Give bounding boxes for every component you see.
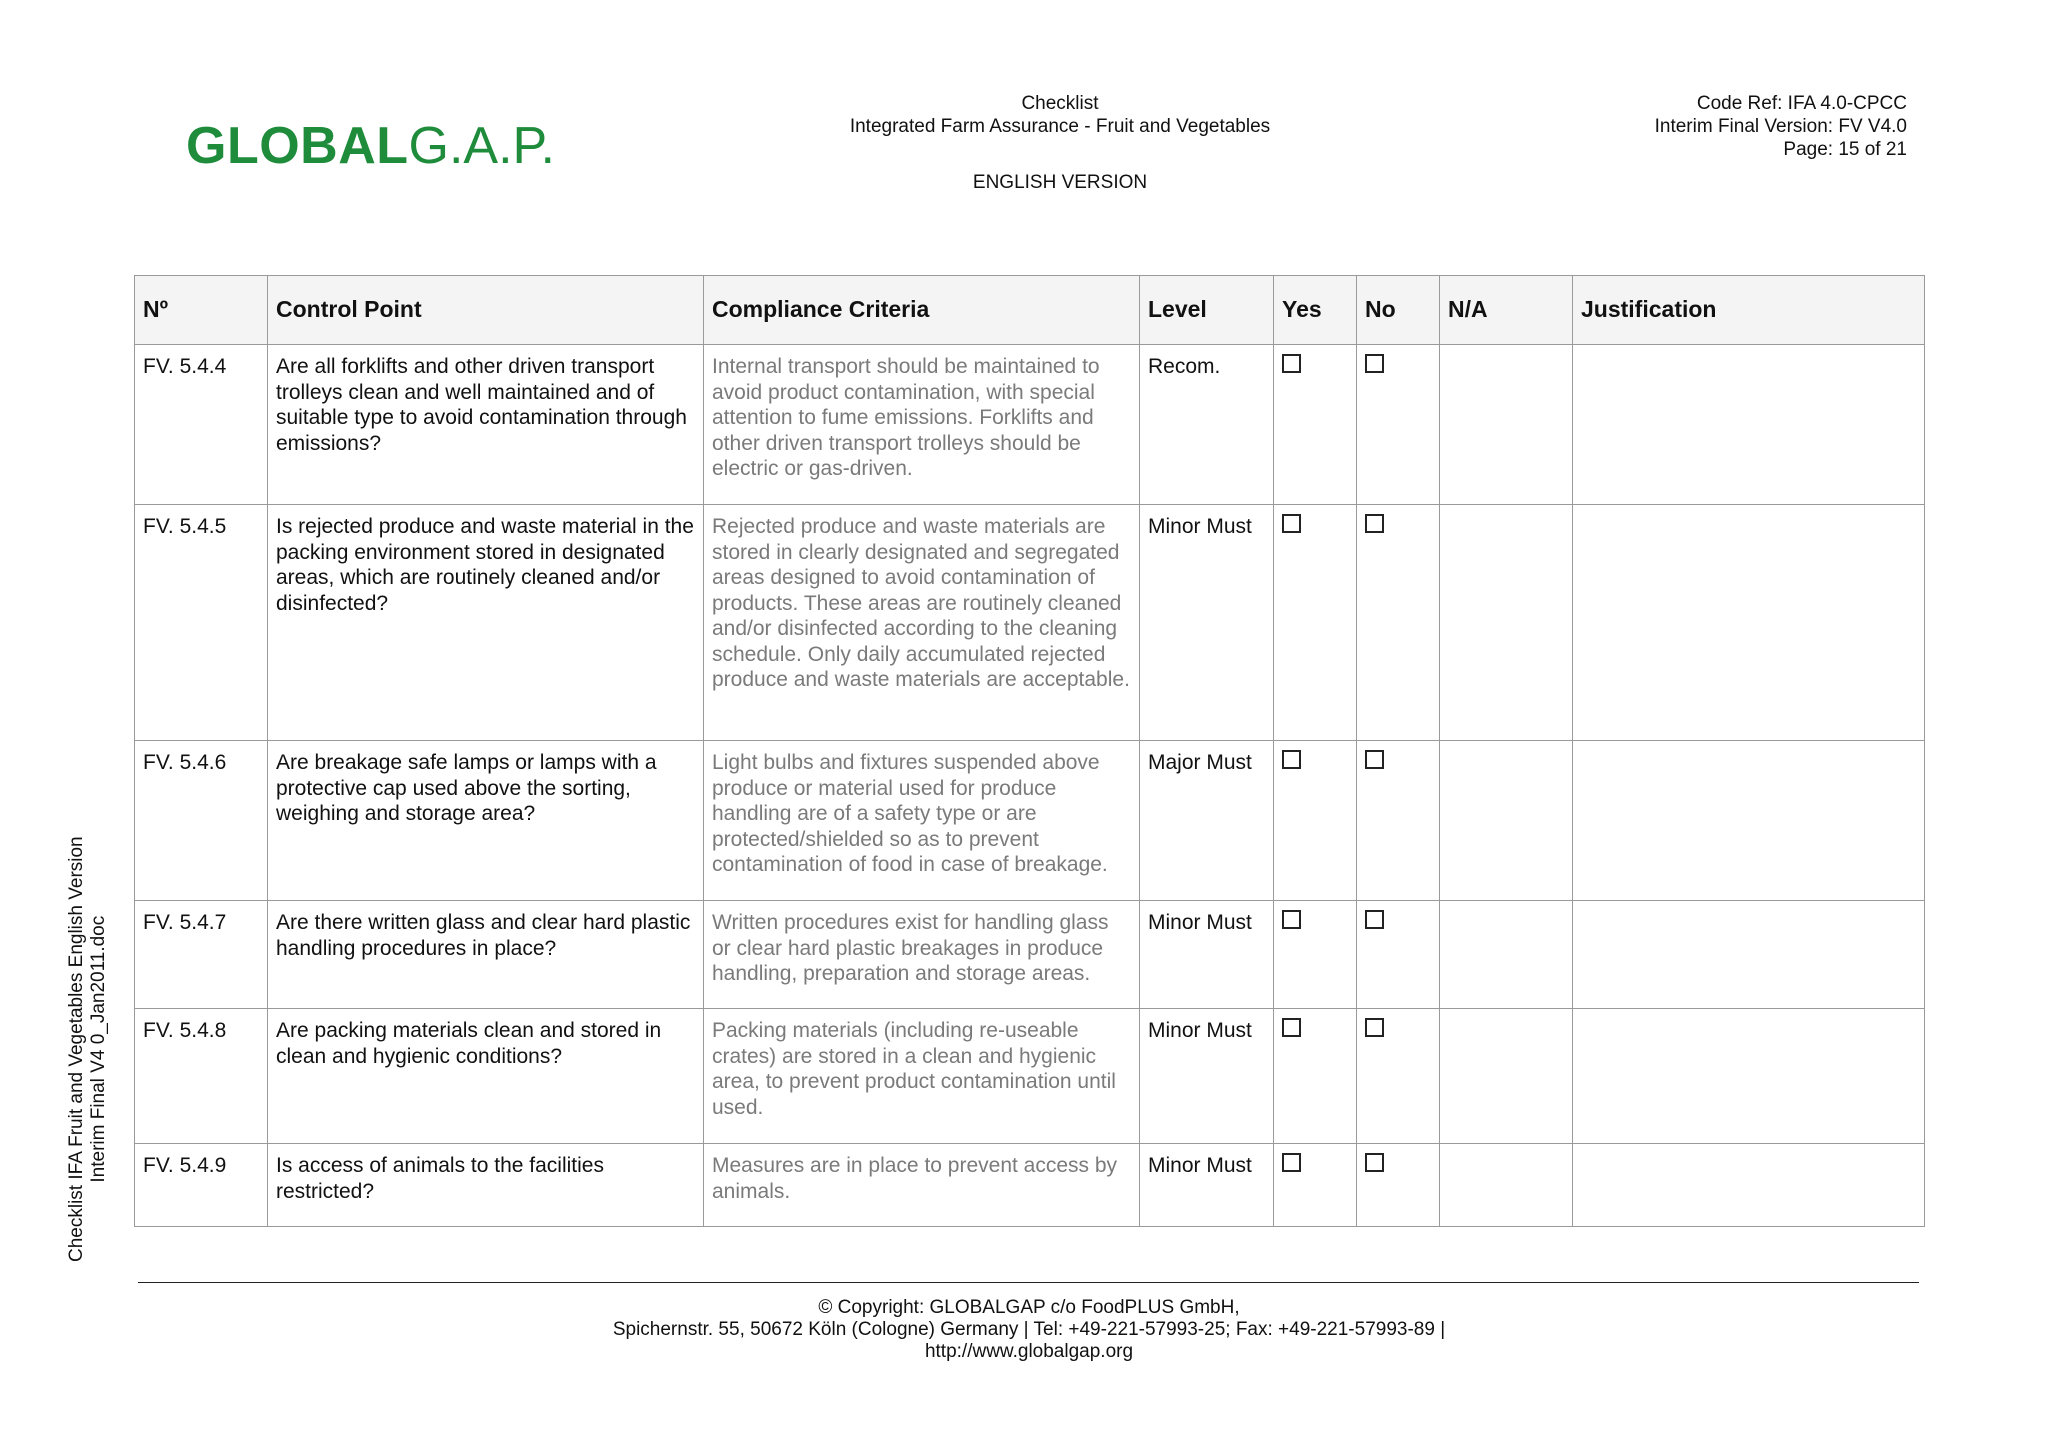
column-header-compliance-criteria: Compliance Criteria: [704, 276, 1140, 345]
justification-cell[interactable]: [1573, 505, 1925, 741]
row-number: FV. 5.4.5: [135, 505, 268, 741]
yes-cell: [1274, 741, 1357, 901]
column-header-justification: Justification: [1573, 276, 1925, 345]
row-number: FV. 5.4.8: [135, 1009, 268, 1144]
yes-cell: [1274, 345, 1357, 505]
table-row: [135, 505, 1925, 741]
na-cell[interactable]: [1440, 345, 1573, 505]
no-checkbox[interactable]: [1365, 910, 1384, 929]
no-cell: [1357, 505, 1440, 741]
compliance-criteria-text: Internal transport should be maintained to avoid product contamination, with special attention to fume emissions. Forklifts and other driven transport trolleys should be electric or gas-driven.: [704, 345, 1140, 505]
control-point-text: Are there written glass and clear hard plastic handling procedures in place?: [268, 901, 704, 1009]
side-file-label-line1: Checklist IFA Fruit and Vegetables English Version: [66, 836, 87, 1262]
no-checkbox[interactable]: [1365, 354, 1384, 373]
row-number: FV. 5.4.4: [135, 345, 268, 505]
document-reference-block: [1655, 92, 1907, 161]
compliance-criteria-text: Measures are in place to prevent access by animals.: [704, 1144, 1140, 1227]
yes-cell: [1274, 505, 1357, 741]
table-row: [135, 901, 1925, 1009]
control-point-text: Are all forklifts and other driven transport trolleys clean and well maintained and of suitable type to avoid contamination through emissions?: [268, 345, 704, 505]
column-header-level: Level: [1140, 276, 1274, 345]
no-cell: [1357, 1009, 1440, 1144]
control-point-text: Are packing materials clean and stored in clean and hygienic conditions?: [268, 1009, 704, 1144]
row-number: FV. 5.4.7: [135, 901, 268, 1009]
code-ref: Code Ref: IFA 4.0-CPCC: [1696, 93, 1907, 114]
column-header-control-point: Control Point: [268, 276, 704, 345]
table-row: [135, 1144, 1925, 1227]
version-label: Interim Final Version: FV V4.0: [1654, 116, 1907, 137]
footer-website-link[interactable]: http://www.globalgap.org: [924, 1341, 1134, 1362]
page-number: Page: 15 of 21: [1783, 139, 1907, 160]
no-cell: [1357, 901, 1440, 1009]
table-row: [135, 741, 1925, 901]
document-title: Integrated Farm Assurance - Fruit and Vegetables: [849, 116, 1271, 137]
table-row: [135, 1009, 1925, 1144]
footer-address: Spichernstr. 55, 50672 Köln (Cologne) Germany | Tel: +49-221-57993-25; Fax: +49-221-57993-89 |: [612, 1319, 1446, 1340]
table-header-row: [135, 276, 1925, 345]
compliance-criteria-text: Rejected produce and waste materials are stored in clearly designated and segregated areas designed to avoid contamination of products. These areas are routinely cleaned and/or disinfected according to the cleaning schedule. Only daily accumulated rejected produce and waste materials are acceptable.: [704, 505, 1140, 741]
compliance-criteria-text: Light bulbs and fixtures suspended above produce or material used for produce handling are of a safety type or are protected/shielded so as to prevent contamination of food in case of breakage.: [704, 741, 1140, 901]
na-cell[interactable]: [1440, 1144, 1573, 1227]
no-checkbox[interactable]: [1365, 1018, 1384, 1037]
justification-cell[interactable]: [1573, 901, 1925, 1009]
yes-checkbox[interactable]: [1282, 750, 1301, 769]
no-cell: [1357, 741, 1440, 901]
no-cell: [1357, 1144, 1440, 1227]
no-cell: [1357, 345, 1440, 505]
compliance-criteria-text: Written procedures exist for handling glass or clear hard plastic breakages in produce handling, preparation and storage areas.: [704, 901, 1140, 1009]
no-checkbox[interactable]: [1365, 514, 1384, 533]
column-header-no-answer: No: [1357, 276, 1440, 345]
logo-light-text: G.A.P.: [408, 117, 555, 175]
yes-checkbox[interactable]: [1282, 1153, 1301, 1172]
column-header-yes: Yes: [1274, 276, 1357, 345]
control-point-text: Is rejected produce and waste material in the packing environment stored in designated areas, which are routinely cleaned and/or disinfected?: [268, 505, 704, 741]
no-checkbox[interactable]: [1365, 750, 1384, 769]
na-cell[interactable]: [1440, 741, 1573, 901]
row-number: FV. 5.4.9: [135, 1144, 268, 1227]
yes-checkbox[interactable]: [1282, 354, 1301, 373]
yes-cell: [1274, 901, 1357, 1009]
justification-cell[interactable]: [1573, 345, 1925, 505]
yes-cell: [1274, 1009, 1357, 1144]
footer: [134, 1297, 1924, 1363]
checklist-table: [134, 275, 1925, 1227]
no-checkbox[interactable]: [1365, 1153, 1384, 1172]
document-title-block: [700, 92, 1420, 194]
na-cell[interactable]: [1440, 1009, 1573, 1144]
table-row: [135, 345, 1925, 505]
level-text: Minor Must: [1140, 901, 1274, 1009]
yes-checkbox[interactable]: [1282, 514, 1301, 533]
column-header-no: Nº: [135, 276, 268, 345]
level-text: Minor Must: [1140, 1009, 1274, 1144]
control-point-text: Are breakage safe lamps or lamps with a protective cap used above the sorting, weighing and storage area?: [268, 741, 704, 901]
globalgap-logo: [186, 117, 555, 175]
side-file-label-line2: Interim Final V4 0_Jan2011.doc: [88, 915, 109, 1183]
level-text: Recom.: [1140, 345, 1274, 505]
level-text: Major Must: [1140, 741, 1274, 901]
footer-copyright: © Copyright: GLOBALGAP c/o FoodPLUS GmbH,: [818, 1297, 1240, 1318]
yes-cell: [1274, 1144, 1357, 1227]
level-text: Minor Must: [1140, 1144, 1274, 1227]
level-text: Minor Must: [1140, 505, 1274, 741]
column-header-na: N/A: [1440, 276, 1573, 345]
justification-cell[interactable]: [1573, 1144, 1925, 1227]
side-file-label: [66, 836, 110, 1262]
document-type: Checklist: [1021, 93, 1099, 114]
justification-cell[interactable]: [1573, 1009, 1925, 1144]
language-version: ENGLISH VERSION: [972, 172, 1148, 193]
na-cell[interactable]: [1440, 901, 1573, 1009]
yes-checkbox[interactable]: [1282, 910, 1301, 929]
footer-divider: [138, 1282, 1919, 1283]
logo-bold-text: GLOBAL: [186, 117, 409, 175]
justification-cell[interactable]: [1573, 741, 1925, 901]
control-point-text: Is access of animals to the facilities restricted?: [268, 1144, 704, 1227]
yes-checkbox[interactable]: [1282, 1018, 1301, 1037]
na-cell[interactable]: [1440, 505, 1573, 741]
row-number: FV. 5.4.6: [135, 741, 268, 901]
compliance-criteria-text: Packing materials (including re-useable crates) are stored in a clean and hygienic area, to prevent product contamination until used.: [704, 1009, 1140, 1144]
